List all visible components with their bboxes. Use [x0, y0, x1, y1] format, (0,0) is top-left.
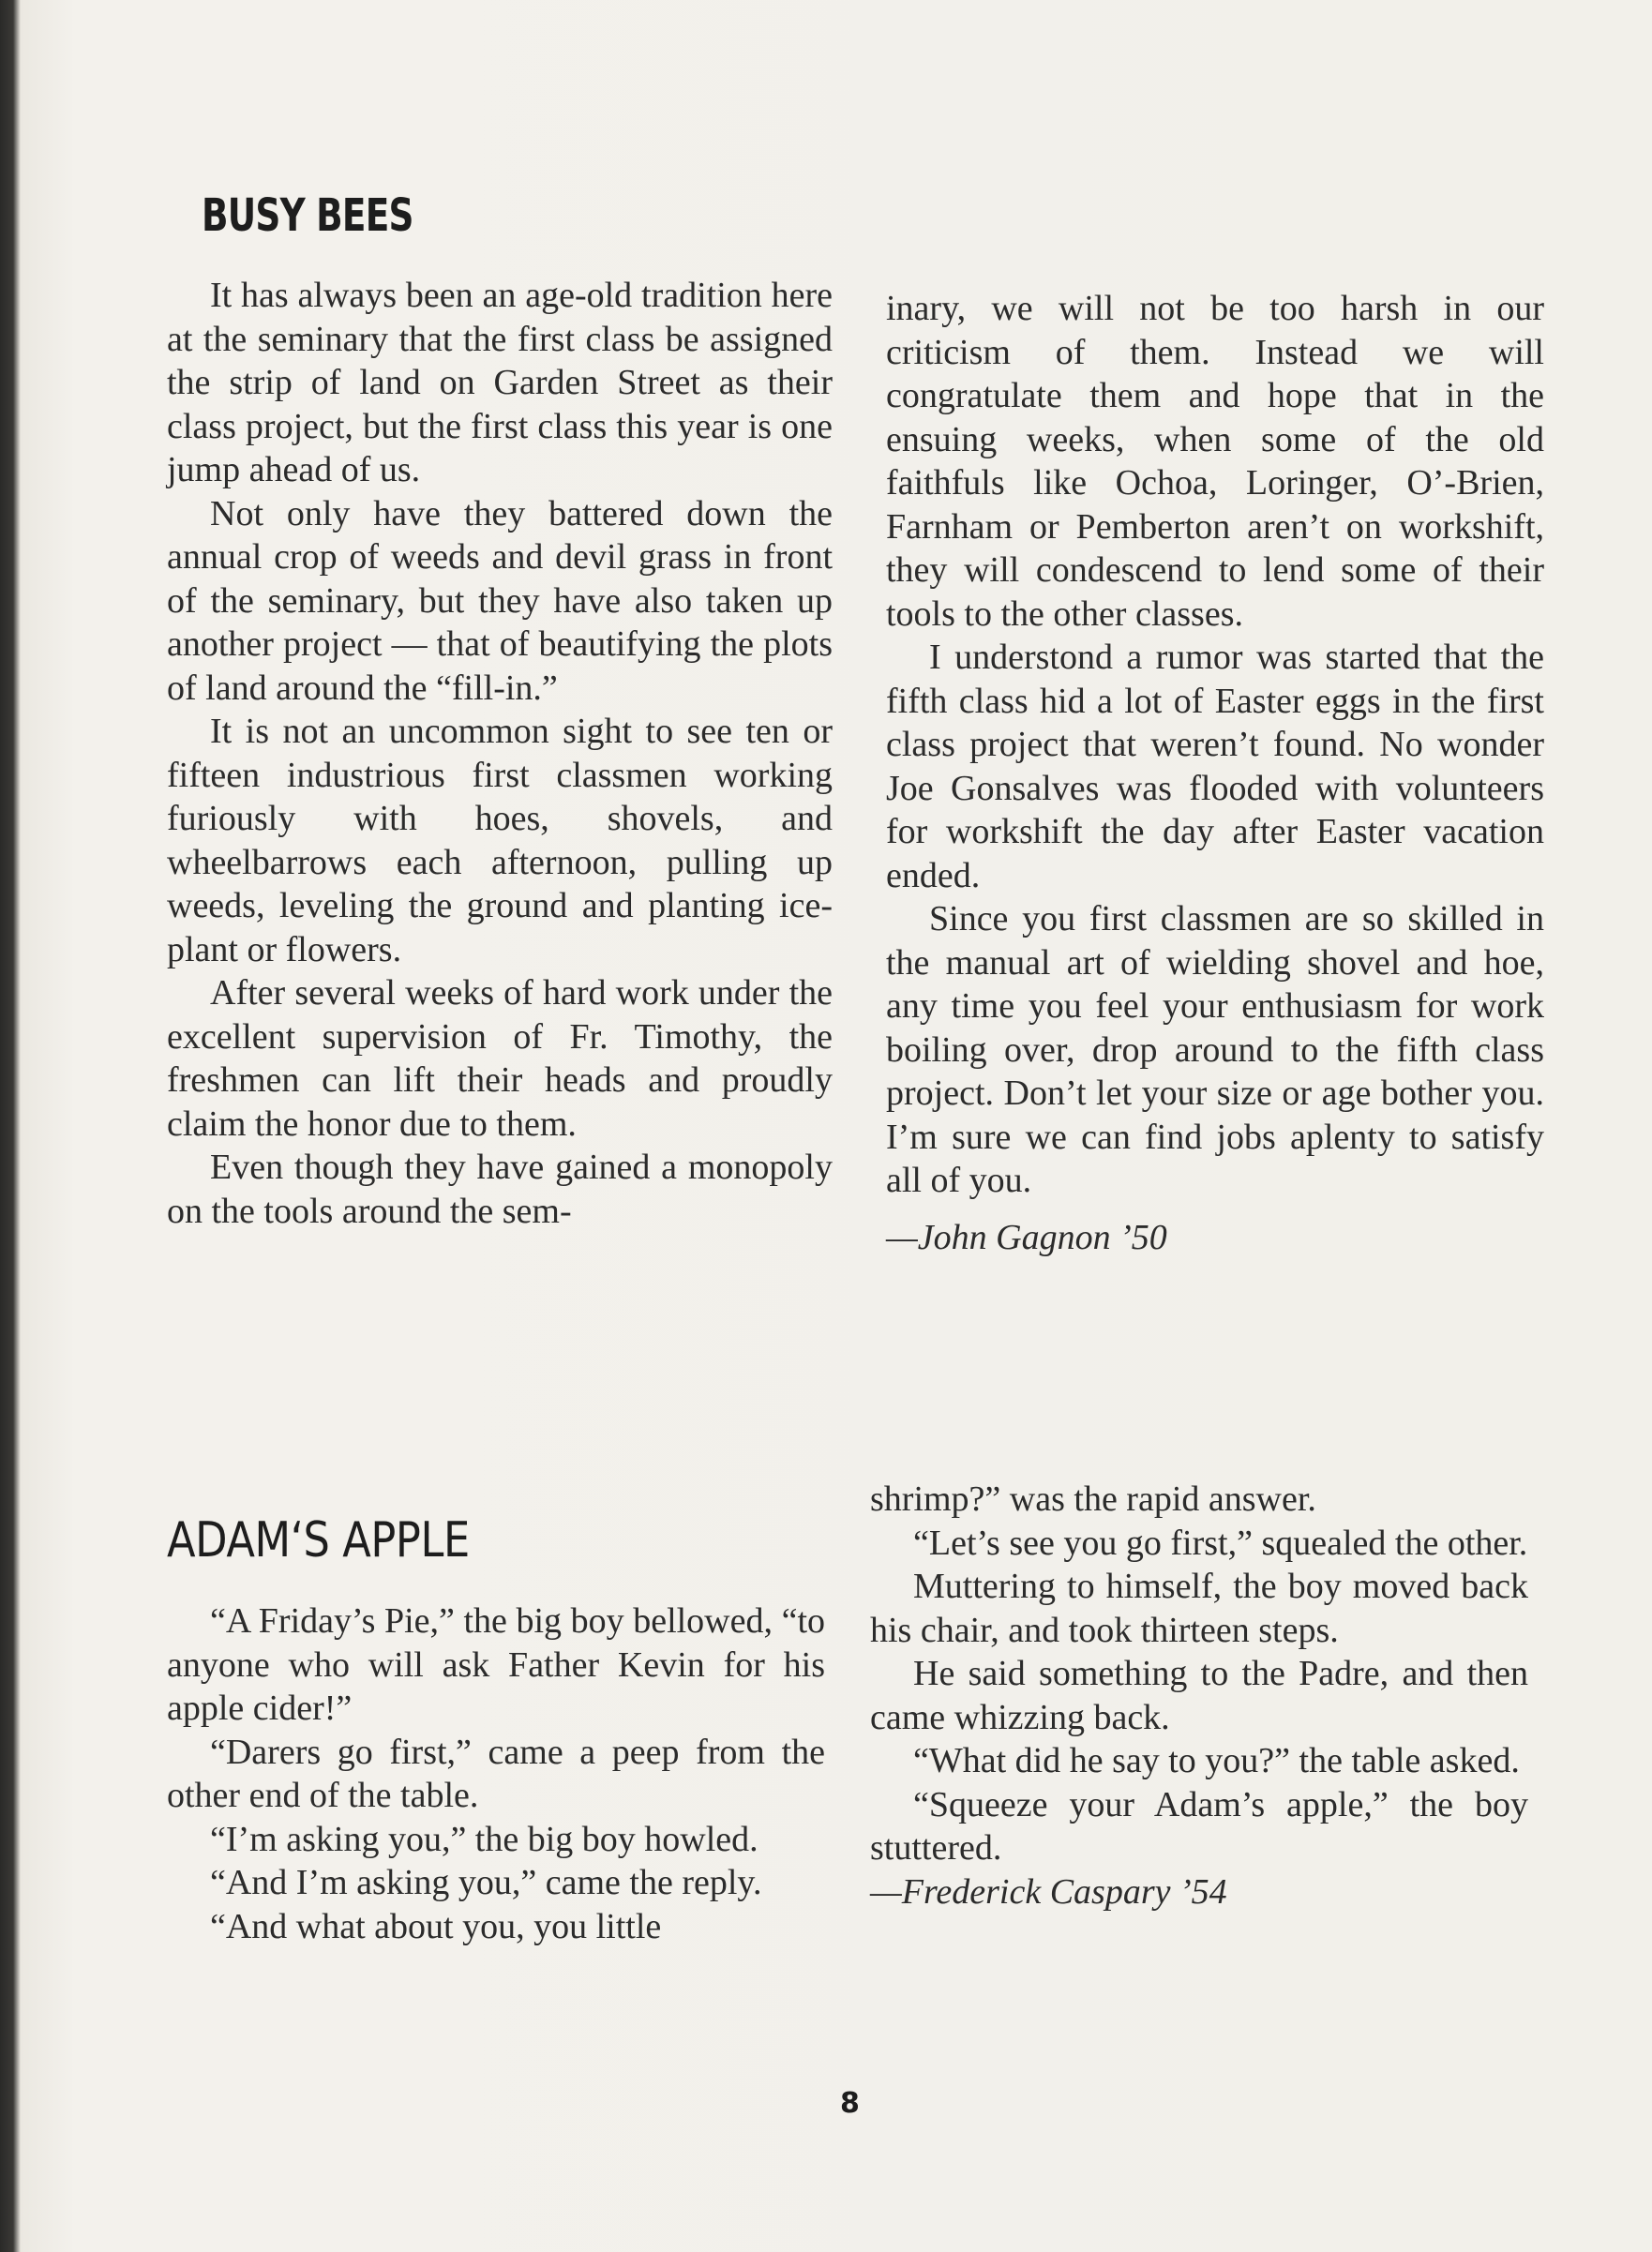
adams-apple-paragraph-4: “And I’m asking you,” came the reply.: [210, 1863, 762, 1902]
adams-apple-heading: ADAM‘S APPLE: [167, 1512, 470, 1569]
adams-apple-right-column: [870, 1478, 1528, 1914]
adams-apple-paragraph-10: “What did he say to you?” the table asked.: [913, 1741, 1520, 1780]
busy-bees-paragraph-7: I understond a rumor was started that the fifth class hid a lot of Easter eggs in the first class project that weren’t found. No wonder Joe Gonsalves was flooded with volunteers for workshift the day after Easter vacation ended.: [886, 638, 1544, 895]
adams-apple-paragraph-3: “I’m asking you,” the big boy howled.: [210, 1819, 758, 1859]
busy-bees-heading: BUSY BEES: [202, 189, 413, 242]
busy-bees-left-column: [167, 274, 833, 1233]
adams-apple-paragraph-6: shrimp?” was the rapid answer.: [870, 1479, 1316, 1519]
busy-bees-paragraph-6: inary, we will not be too harsh in our criticism of them. Instead we will congratulate them and hope that in the ensuing weeks, when some of the old faithfuls like Ochoa, Loringer, O’-Brien, Farnham or Pemberton aren’t on workshift, they will condescend to lend some of their tools to the other classes.: [886, 289, 1544, 634]
adams-apple-signature: —Frederick Caspary ’54: [870, 1871, 1227, 1912]
adams-apple-paragraph-1: “A Friday’s Pie,” the big boy bellowed, “to anyone who will ask Father Kevin for his apple cider!”: [167, 1601, 825, 1728]
adams-apple-paragraph-9: He said something to the Padre, and then came whizzing back.: [870, 1654, 1528, 1737]
adams-apple-paragraph-8: Muttering to himself, the boy moved back his chair, and took thirteen steps.: [870, 1567, 1528, 1650]
busy-bees-paragraph-3: It is not an uncommon sight to see ten or fifteen industrious first classmen working furiously with hoes, shovels, and wheelbarrows each afternoon, pulling up weeds, leveling the ground and planting ice-plant or flowers.: [167, 712, 833, 969]
busy-bees-paragraph-2: Not only have they battered down the annual crop of weeds and devil grass in front of the seminary, but they have also taken up another project — that of beautifying the plots of land around the “fill-in.”: [167, 493, 833, 708]
adams-apple-paragraph-7: “Let’s see you go first,” squealed the other.: [913, 1523, 1528, 1563]
busy-bees-right-column: [886, 287, 1544, 1259]
busy-bees-paragraph-1: It has always been an age-old tradition here at the seminary that the first class be assigned the strip of land on Garden Street as their class project, but the first class this year is one jump ahead of us.: [167, 276, 833, 489]
adams-apple-paragraph-5: “And what about you, you little: [210, 1906, 662, 1946]
busy-bees-paragraph-4: After several weeks of hard work under the excellent supervision of Fr. Timothy, the freshmen can lift their heads and proudly claim the honor due to them.: [167, 973, 833, 1144]
adams-apple-paragraph-11: “Squeeze your Adam’s apple,” the boy stuttered.: [870, 1784, 1528, 1868]
busy-bees-signature: —John Gagnon ’50: [886, 1217, 1167, 1257]
busy-bees-paragraph-5: Even though they have gained a monopoly on the tools around the sem-: [167, 1148, 833, 1231]
adams-apple-left-column: [167, 1599, 825, 1948]
adams-apple-paragraph-2: “Darers go first,” came a peep from the other end of the table.: [167, 1732, 825, 1815]
busy-bees-paragraph-8: Since you first classmen are so skilled in the manual art of wielding shovel and hoe, any time you feel your enthusiasm for work boiling over, drop around to the fifth class project. Don’t let your size or age bother you. I’m sure we can find jobs aplenty to satisfy all of you.: [886, 899, 1544, 1200]
page-number: 8: [840, 2087, 860, 2120]
